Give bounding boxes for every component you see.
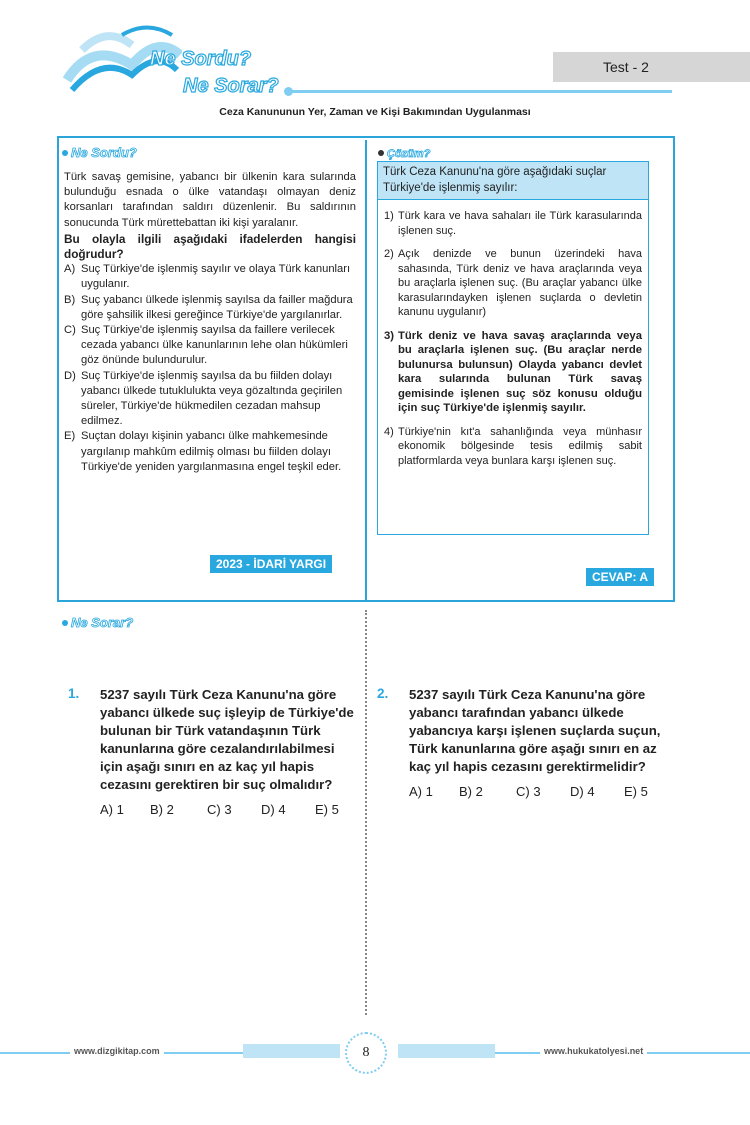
logo-title-ne-sorar: Ne Sorar? <box>183 75 279 97</box>
solution-box <box>377 161 649 535</box>
header-rule <box>290 90 672 93</box>
bullet-icon <box>378 150 384 156</box>
footer-bar-left <box>243 1044 340 1058</box>
question-stem: Türk savaş gemisine, yabancı bir ülkenin kara sularında bulunduğu esnada o ülke vatandaşı olmayan deniz korsanları tarafından saldırı düzenlenir. Bu saldırının sonucunda Türk mürettebattan iki kişi yaralanır. <box>64 171 356 229</box>
practice-question-2: 2. 5237 sayılı Türk Ceza Kanunu'na göre yabancı tarafından yabancı ülkede yabancıya karşı işlenen suçlarda suçun, Türk kanunlarına göre aşağı sınırı en az kaç yıl hapis cezasını gerektirmelidir? A) 1 B) 2 C) 3 D) 4 E) 5 <box>377 686 667 799</box>
option-d: D) Suç Türkiye'de işlenmiş sayılsa da bu fiilden dolayı yabancı ülkede tutuklulukta veya gözaltında geçirilen süreler, Türkiye'de hükmedilen cezadan mahsup edilmez. <box>64 369 343 428</box>
footer-bar-right <box>398 1044 495 1058</box>
logo-title-ne-sordu: Ne Sordu? <box>150 48 252 70</box>
answer-badge: CEVAP: A <box>586 568 654 586</box>
source-badge: 2023 - İDARİ YARGI <box>210 555 332 573</box>
option-e: E) Suçtan dolayı kişinin yabancı ülke mahkemesinde yargılanıp mahkûm edilmiş olması bu fiilden dolayı Türkiye'de yeniden yargılanmasına engel teşkil eder. <box>64 430 342 473</box>
question-2-text: 5237 sayılı Türk Ceza Kanunu'na göre yabancı tarafından yabancı ülkede yabancıya karşı işlenen suçlarda suçun, Türk kanunlarına göre aşağı sınırı en az kaç yıl hapis cezasını gerektirmelidir? <box>409 687 661 774</box>
ne-sorar-heading: Ne Sorar? <box>62 614 133 632</box>
question-1-choices: A) 1 B) 2 C) 3 D) 4 E) 5 <box>100 802 339 817</box>
bullet-icon <box>62 150 68 156</box>
question-2-choices: A) 1 B) 2 C) 3 D) 4 E) 5 <box>409 784 648 799</box>
option-a: A) Suç Türkiye'de işlenmiş sayılır ve olaya Türk kanunları uygulanır. <box>64 263 351 291</box>
question-1-text: 5237 sayılı Türk Ceza Kanunu'na göre yabancı ülkede suç işleyip de Türkiye'de bulunan bir Türk vatandaşının Türk kanunlarına göre cezalandırılabilmesi için aşağı sınırı en az kaç yıl hapis cezasını gerektiren bir suç olmalıdır? <box>100 687 354 792</box>
solution-item-1: 1) Türk kara ve hava sahaları ile Türk karasularında işlenen suç. <box>384 210 642 237</box>
solution-item-4: 4) Türkiye'nin kıt'a sahanlığında veya münhasır ekonomik bölgesinde tesis edilmiş sabit platformlarda veya bunlara karşı işlenen suç. <box>384 425 642 467</box>
ne-sordu-heading: Ne Sordu? <box>62 144 137 162</box>
solution-title: Türk Ceza Kanunu'na göre aşağıdaki suçlar Türkiye'de işlenmiş sayılır: <box>378 162 648 200</box>
option-b: B) Suç yabancı ülkede işlenmiş sayılsa da failler mağdura göre şahsilik ilkesi gereğince Türkiye'de yargılanırlar. <box>64 293 353 321</box>
solution-item-3: 3) Türk deniz ve hava savaş araçlarında veya bu araçlarla işlenen suç. (Bu araçlar nerde bulunursa bulunsun) Olayda yabancı devlet kara sularında bulunan Türk savaş gemisinde işlenen suç söz konusu olduğu için suç Türkiye'de işlenmiş sayılır. <box>384 329 642 414</box>
cozum-heading: Çözüm? <box>378 144 430 162</box>
footer-url-right: www.hukukatolyesi.net <box>540 1046 647 1056</box>
column-divider <box>365 140 367 600</box>
ne-sordu-body <box>64 170 356 475</box>
solution-item-2: 2) Açık denizde ve bunun üzerindeki hava sahasında, Türk deniz ve hava araçlarında veya bu araçlarla işlenen suç. (Bu araçlar yabancı ülke karasularındayken işlenen suçlarda o devletin kanunu uygulanır) <box>384 248 642 318</box>
question-divider <box>365 610 367 1015</box>
footer-url-left: www.dizgikitap.com <box>70 1046 164 1056</box>
practice-question-1: 1. 5237 sayılı Türk Ceza Kanunu'na göre yabancı ülkede suç işleyip de Türkiye'de bulunan bir Türk vatandaşının Türk kanunlarına göre cezalandırılabilmesi için aşağı sınırı en az kaç yıl hapis cezasını gerektiren bir suç olmalıdır? A) 1 B) 2 C) 3 D) 4 E) 5 <box>68 686 358 817</box>
page-number: 8 <box>345 1032 387 1074</box>
option-c: C) Suç Türkiye'de işlenmiş sayılsa da faillere verilecek cezada yabancı ülke kanunlarının lehe olan hükümleri göz önünde bulundurulur. <box>64 324 348 367</box>
page-subtitle: Ceza Kanununun Yer, Zaman ve Kişi Bakımından Uygulanması <box>219 106 531 118</box>
question-prompt: Bu olayla ilgili aşağıdaki ifadelerden hangisi doğrudur? <box>64 231 356 262</box>
bullet-icon <box>62 620 68 626</box>
test-label: Test - 2 <box>553 52 750 82</box>
